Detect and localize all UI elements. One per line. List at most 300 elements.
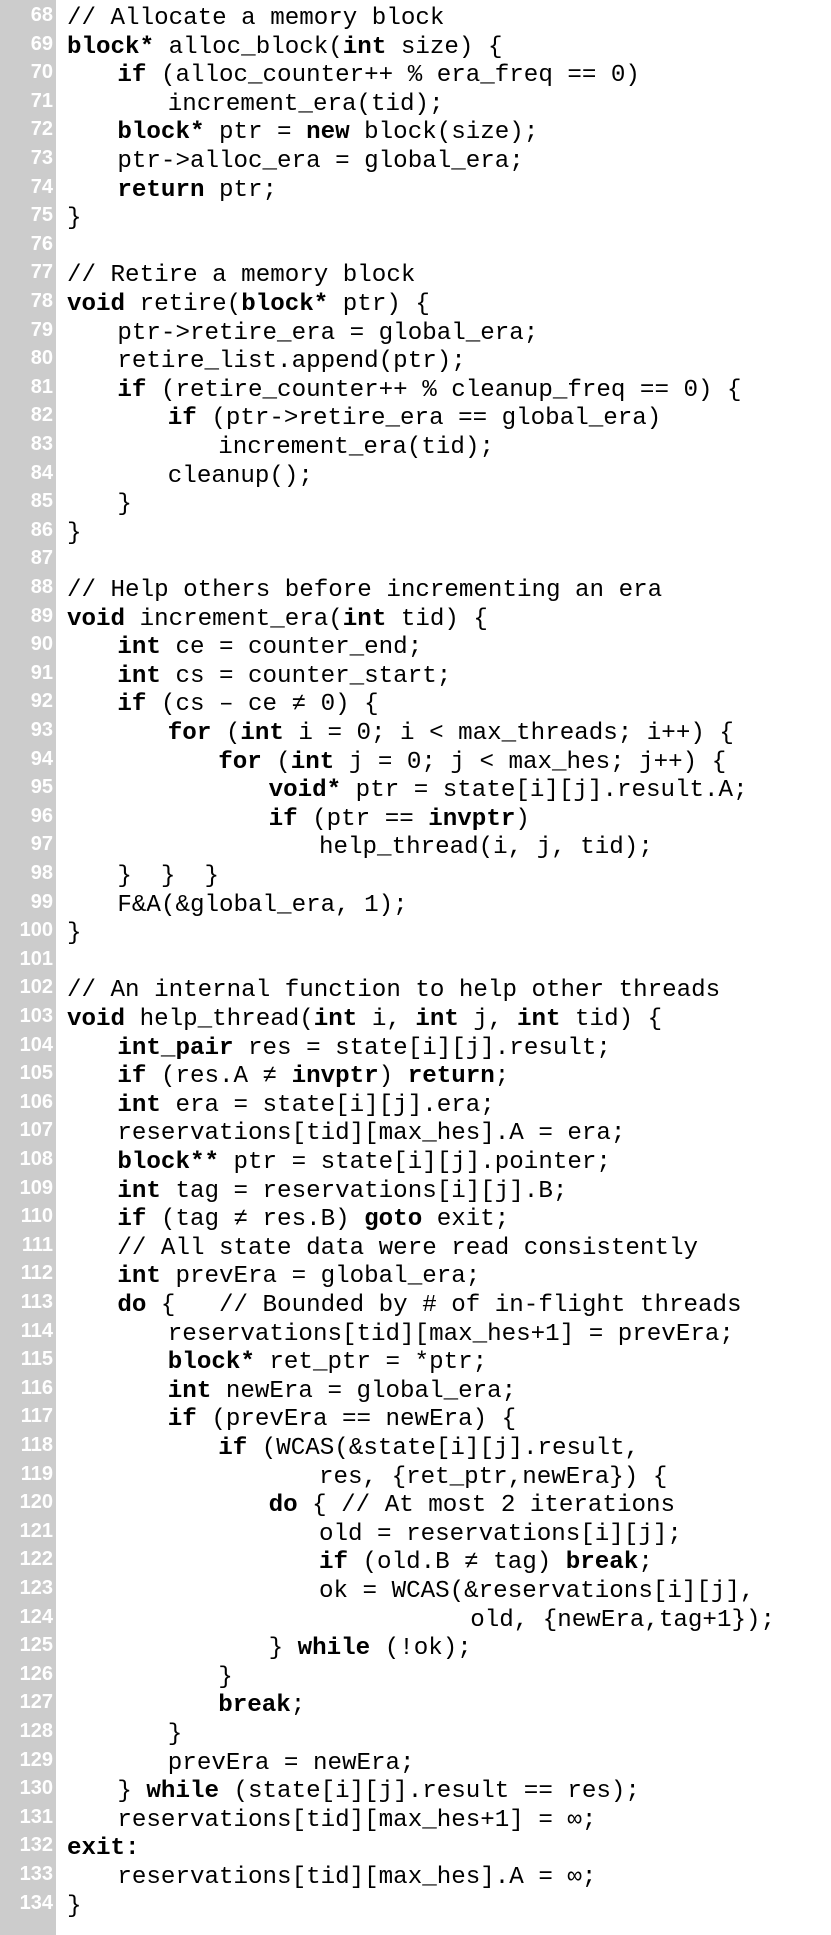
code-token: (WCAS(&state[i][j].result, (247, 1435, 640, 1462)
keyword-token: if (319, 1549, 349, 1577)
line-number: 81 (30, 375, 53, 398)
keyword-token: if (218, 1435, 248, 1462)
code-token: } (117, 1778, 147, 1806)
code-token: newEra = global_era; (211, 1377, 517, 1405)
code-token: // Help others before incrementing an era (67, 577, 663, 604)
line-number: 86 (30, 518, 53, 541)
keyword-token: if (117, 1063, 147, 1091)
line-number: 103 (19, 1005, 53, 1027)
code-line (0, 291, 831, 320)
code-line (0, 1378, 831, 1407)
code-text (117, 863, 219, 892)
line-number: 101 (19, 947, 53, 970)
keyword-token: while (146, 1778, 219, 1806)
line-number: 69 (30, 32, 53, 55)
code-text (117, 1263, 480, 1292)
code-token: reservations[tid][max_hes+1] = prevEra; (167, 1320, 734, 1348)
code-text (319, 1521, 682, 1550)
keyword-token: break (218, 1692, 291, 1720)
keyword-token: int (117, 662, 161, 690)
code-token: } (167, 1721, 183, 1748)
keyword-token: void (67, 1006, 126, 1033)
code-text (168, 1321, 734, 1350)
keyword-token: int_pair (117, 1034, 234, 1062)
code-line (0, 1263, 831, 1292)
code-text (67, 5, 444, 34)
code-token: ce = counter_end; (160, 634, 423, 662)
code-line (0, 977, 831, 1006)
code-line (0, 1778, 831, 1807)
code-text (470, 1607, 775, 1636)
keyword-token: invptr (291, 1063, 379, 1091)
code-token: size) { (386, 33, 503, 61)
code-line (0, 920, 831, 949)
line-number: 117 (20, 1405, 53, 1428)
line-number: 80 (30, 347, 53, 370)
line-number: 68 (30, 4, 53, 26)
code-line (0, 1006, 831, 1035)
keyword-token: int (167, 1377, 212, 1405)
line-number: 125 (19, 1634, 53, 1657)
line-number: 94 (30, 747, 53, 770)
code-text (168, 1721, 183, 1750)
code-token: increment_era(tid); (218, 434, 494, 461)
line-number: 93 (30, 719, 53, 741)
code-text (218, 1664, 233, 1693)
keyword-token: int (313, 1006, 358, 1033)
code-token: } (67, 519, 82, 547)
code-line (0, 1664, 831, 1693)
line-number: 77 (30, 261, 53, 284)
line-number: 97 (30, 833, 53, 856)
code-token: } (218, 1663, 233, 1691)
code-text (117, 1092, 494, 1121)
line-number: 111 (21, 1233, 53, 1256)
code-token: } (268, 1635, 298, 1663)
keyword-token: if (167, 405, 197, 433)
line-number: 134 (19, 1891, 53, 1914)
code-line (0, 91, 831, 120)
code-token: i = 0; i < max_threads; i++) { (283, 720, 734, 747)
line-number: 109 (19, 1176, 53, 1199)
line-number: 88 (30, 576, 53, 598)
code-token: ( (211, 720, 241, 747)
code-token: j = 0; j < max_hes; j++) { (334, 748, 727, 776)
keyword-token: void (67, 291, 126, 318)
code-token: retire( (125, 291, 242, 318)
keyword-token: int (240, 720, 284, 747)
keyword-token: if (117, 376, 147, 404)
code-line (0, 1349, 831, 1378)
line-number: 96 (30, 804, 53, 827)
code-token: tag = reservations[i][j].B; (160, 1177, 568, 1205)
code-line (0, 1607, 831, 1636)
code-text (117, 1292, 741, 1321)
code-token: ; (290, 1692, 306, 1720)
code-token: alloc_block( (154, 33, 343, 61)
line-number: 133 (19, 1863, 53, 1885)
code-text (117, 892, 407, 921)
keyword-token: int (117, 1091, 161, 1119)
keyword-token: int (516, 1006, 561, 1033)
code-token: help_thread( (125, 1006, 314, 1033)
code-line (0, 1521, 831, 1550)
code-line (0, 205, 831, 234)
line-number: 100 (19, 919, 53, 942)
code-text (67, 606, 488, 635)
keyword-token: void* (268, 777, 342, 805)
code-text (269, 1492, 675, 1521)
code-token: (old.B ≠ tag) (348, 1549, 566, 1577)
code-token: (cs – ce ≠ 0) { (146, 691, 379, 719)
code-token: } (67, 1892, 82, 1920)
code-line (0, 1721, 831, 1750)
code-text (67, 34, 502, 63)
line-number: 90 (30, 633, 53, 656)
code-line (0, 1321, 831, 1350)
keyword-token: if (268, 805, 298, 833)
code-text (117, 1149, 611, 1178)
code-text (168, 720, 734, 749)
code-token: res, {ret_ptr,newEra}) { (319, 1463, 668, 1491)
keyword-token: if (167, 1406, 197, 1434)
code-line (0, 148, 831, 177)
code-line (0, 1549, 831, 1578)
keyword-token: if (117, 1206, 147, 1234)
code-token: help_thread(i, j, tid); (319, 834, 653, 862)
code-text (67, 977, 720, 1006)
line-number: 95 (30, 776, 53, 799)
code-line (0, 1178, 831, 1207)
keyword-token: int (415, 1006, 459, 1033)
code-line (0, 892, 831, 921)
code-line (0, 691, 831, 720)
code-text (218, 1435, 639, 1464)
keyword-token: break (565, 1549, 639, 1577)
code-token: (ptr->retire_era == global_era) (196, 405, 662, 433)
line-number: 116 (20, 1376, 53, 1399)
code-line (0, 434, 831, 463)
code-text (117, 62, 640, 91)
code-line (0, 777, 831, 806)
code-text (168, 1750, 415, 1779)
line-number: 112 (20, 1262, 53, 1285)
keyword-token: exit: (67, 1835, 140, 1863)
code-token: ptr) { (328, 291, 430, 318)
code-line (0, 1292, 831, 1321)
keyword-token: if (117, 62, 147, 90)
line-number: 75 (30, 204, 53, 227)
line-number: 108 (19, 1148, 53, 1170)
line-number: 126 (19, 1662, 53, 1685)
line-number: 87 (30, 547, 53, 570)
keyword-token: int (290, 748, 335, 776)
code-line (0, 5, 831, 34)
code-line (0, 34, 831, 63)
keyword-token: void (67, 605, 126, 633)
line-number: 131 (19, 1805, 53, 1828)
code-line (0, 1235, 831, 1264)
code-line (0, 405, 831, 434)
code-line (0, 1692, 831, 1721)
code-token: (prevEra == newEra) { (196, 1406, 517, 1434)
code-text (117, 1206, 509, 1235)
code-text (117, 377, 741, 406)
code-line (0, 1492, 831, 1521)
line-number: 72 (30, 118, 53, 141)
code-token: increment_era( (125, 605, 343, 633)
code-token: { // At most 2 iterations (297, 1492, 676, 1520)
keyword-token: block* (167, 1349, 255, 1377)
code-line (0, 1864, 831, 1893)
keyword-token: int (117, 634, 161, 662)
line-number: 107 (19, 1119, 53, 1142)
line-number: 71 (30, 89, 53, 112)
code-token: } (67, 205, 82, 233)
keyword-token: while (297, 1635, 371, 1663)
keyword-token: int (342, 33, 387, 61)
code-text (117, 320, 538, 349)
code-text (269, 806, 530, 835)
code-text (117, 148, 523, 177)
code-token: ptr = state[i][j].pointer; (219, 1149, 611, 1176)
keyword-token: invptr (428, 805, 516, 833)
code-token: } } } (117, 863, 219, 890)
code-text (168, 91, 444, 120)
line-number: 119 (20, 1462, 53, 1485)
code-line (0, 1406, 831, 1435)
line-number: 98 (30, 862, 53, 884)
code-token: reservations[tid][max_hes].A = era; (117, 1120, 626, 1148)
code-token: old, {newEra,tag+1}); (470, 1606, 775, 1634)
code-text (117, 634, 422, 663)
code-text (319, 1464, 667, 1493)
code-token: ) (378, 1063, 408, 1091)
code-token: exit; (422, 1206, 510, 1234)
code-token: ptr; (204, 176, 278, 204)
code-text (168, 463, 313, 492)
code-token: ptr->retire_era = global_era; (117, 319, 539, 347)
line-number: 82 (30, 404, 53, 427)
code-token: old = reservations[i][j]; (319, 1520, 682, 1548)
code-line (0, 720, 831, 749)
line-number: 78 (30, 290, 53, 312)
keyword-token: do (117, 1292, 147, 1319)
line-number: 104 (19, 1033, 53, 1056)
line-number: 92 (30, 690, 53, 713)
code-token: tid) { (386, 605, 488, 633)
line-number: 83 (30, 433, 53, 455)
keyword-token: for (218, 748, 262, 776)
code-text (168, 1378, 516, 1407)
code-line (0, 548, 831, 577)
code-text (117, 491, 132, 520)
code-text (117, 1778, 640, 1807)
code-line (0, 62, 831, 91)
code-line (0, 863, 831, 892)
line-number: 115 (20, 1348, 53, 1371)
keyword-token: return (407, 1063, 495, 1091)
line-number: 123 (19, 1577, 53, 1599)
code-token: prevEra = global_era; (160, 1263, 481, 1291)
line-number: 70 (30, 61, 53, 84)
line-number: 122 (19, 1548, 53, 1571)
code-token: reservations[tid][max_hes+1] = ∞; (117, 1806, 597, 1834)
code-token: cs = counter_start; (160, 662, 452, 690)
line-number: 84 (30, 461, 53, 484)
line-number: 127 (19, 1691, 53, 1714)
code-line (0, 320, 831, 349)
code-line (0, 348, 831, 377)
code-line (0, 634, 831, 663)
code-text (117, 1063, 509, 1092)
code-token: tid) { (560, 1006, 663, 1033)
code-token: ptr = (204, 119, 307, 147)
code-line (0, 177, 831, 206)
code-token: retire_list.append(ptr); (117, 348, 466, 376)
code-text (218, 1692, 305, 1721)
line-number: 79 (30, 318, 53, 341)
code-text (269, 777, 748, 806)
line-number: 73 (30, 147, 53, 169)
code-text (319, 834, 653, 863)
code-token: block(size); (349, 119, 539, 147)
code-text (117, 1807, 596, 1836)
code-text (67, 577, 662, 606)
code-line (0, 1807, 831, 1836)
keyword-token: goto (364, 1206, 423, 1234)
code-token: ret_ptr = *ptr; (254, 1349, 488, 1377)
keyword-token: return (117, 176, 205, 204)
code-token: (ptr == (297, 805, 429, 833)
code-text (117, 177, 277, 206)
code-token: } (117, 491, 132, 519)
code-line (0, 1750, 831, 1779)
line-number: 76 (30, 232, 53, 255)
line-number: 106 (19, 1090, 53, 1113)
line-number: 129 (19, 1748, 53, 1771)
code-line (0, 1435, 831, 1464)
code-text (319, 1578, 754, 1607)
line-number: 102 (19, 976, 53, 999)
code-line (0, 463, 831, 492)
keyword-token: if (117, 691, 147, 719)
code-text (218, 434, 494, 463)
code-token: // Retire a memory block (67, 262, 416, 290)
line-number: 130 (19, 1777, 53, 1800)
line-number: 99 (30, 890, 53, 913)
code-token: ok = WCAS(&reservations[i][j], (319, 1578, 755, 1605)
code-token: increment_era(tid); (167, 90, 444, 118)
code-line (0, 1149, 831, 1178)
code-text (168, 1349, 487, 1378)
code-text (269, 1635, 472, 1664)
line-number: 89 (30, 604, 53, 627)
line-number: 132 (19, 1834, 53, 1857)
code-token: res = state[i][j].result; (233, 1034, 611, 1062)
line-number: 118 (20, 1434, 53, 1456)
code-text (117, 1035, 611, 1064)
line-number: 120 (19, 1491, 53, 1514)
code-text (117, 119, 538, 148)
line-number: 91 (30, 661, 53, 684)
code-line (0, 806, 831, 835)
code-text (67, 920, 82, 949)
code-line (0, 1578, 831, 1607)
line-number: 121 (19, 1519, 53, 1542)
code-line (0, 119, 831, 148)
line-number: 74 (30, 175, 53, 198)
code-text (117, 348, 465, 377)
code-token: // Allocate a memory block (67, 5, 445, 32)
code-token: ; (638, 1549, 653, 1577)
keyword-token: new (306, 119, 350, 147)
line-number: 105 (19, 1062, 53, 1085)
code-token: ( (261, 748, 291, 776)
keyword-token: int (117, 1263, 161, 1291)
code-text (67, 262, 415, 291)
keyword-token: do (268, 1492, 298, 1520)
code-token: F&A(&global_era, 1); (117, 891, 408, 919)
code-token: } (67, 920, 82, 948)
code-token: (!ok); (370, 1635, 472, 1663)
code-token: (tag ≠ res.B) (146, 1206, 365, 1234)
code-token: j, (458, 1006, 517, 1033)
code-line (0, 1035, 831, 1064)
code-token: (res.A ≠ (146, 1063, 292, 1091)
code-line (0, 491, 831, 520)
code-token: ) (515, 805, 530, 833)
code-token: (retire_counter++ % cleanup_freq == 0) { (146, 376, 742, 404)
code-line (0, 663, 831, 692)
code-line (0, 949, 831, 978)
keyword-token: block* (67, 33, 155, 61)
code-token: prevEra = newEra; (167, 1749, 415, 1777)
code-text (319, 1549, 653, 1578)
code-text (67, 520, 82, 549)
code-text (67, 1893, 82, 1922)
code-text (117, 1178, 567, 1207)
code-text (117, 1235, 698, 1264)
code-line (0, 1092, 831, 1121)
code-token: (state[i][j].result == res); (219, 1778, 640, 1806)
code-line (0, 234, 831, 263)
code-line (0, 1635, 831, 1664)
code-text (67, 205, 82, 234)
line-number: 128 (19, 1720, 53, 1742)
code-line (0, 577, 831, 606)
code-token: ; (494, 1063, 510, 1091)
code-line (0, 520, 831, 549)
code-token: // All state data were read consistently (117, 1234, 698, 1262)
code-text (218, 749, 726, 778)
code-token: ptr->alloc_era = global_era; (117, 148, 524, 175)
code-text (168, 1406, 516, 1435)
code-text (168, 405, 662, 434)
line-number: 114 (20, 1319, 53, 1342)
code-token: i, (357, 1006, 416, 1033)
keyword-token: block* (241, 291, 329, 318)
code-line (0, 1893, 831, 1922)
code-line (0, 1063, 831, 1092)
code-line (0, 1206, 831, 1235)
code-text (67, 291, 430, 320)
code-token: (alloc_counter++ % era_freq == 0) (146, 62, 640, 90)
code-token: era = state[i][j].era; (160, 1091, 495, 1119)
code-line (0, 749, 831, 778)
code-line (0, 377, 831, 406)
code-text (117, 663, 451, 692)
